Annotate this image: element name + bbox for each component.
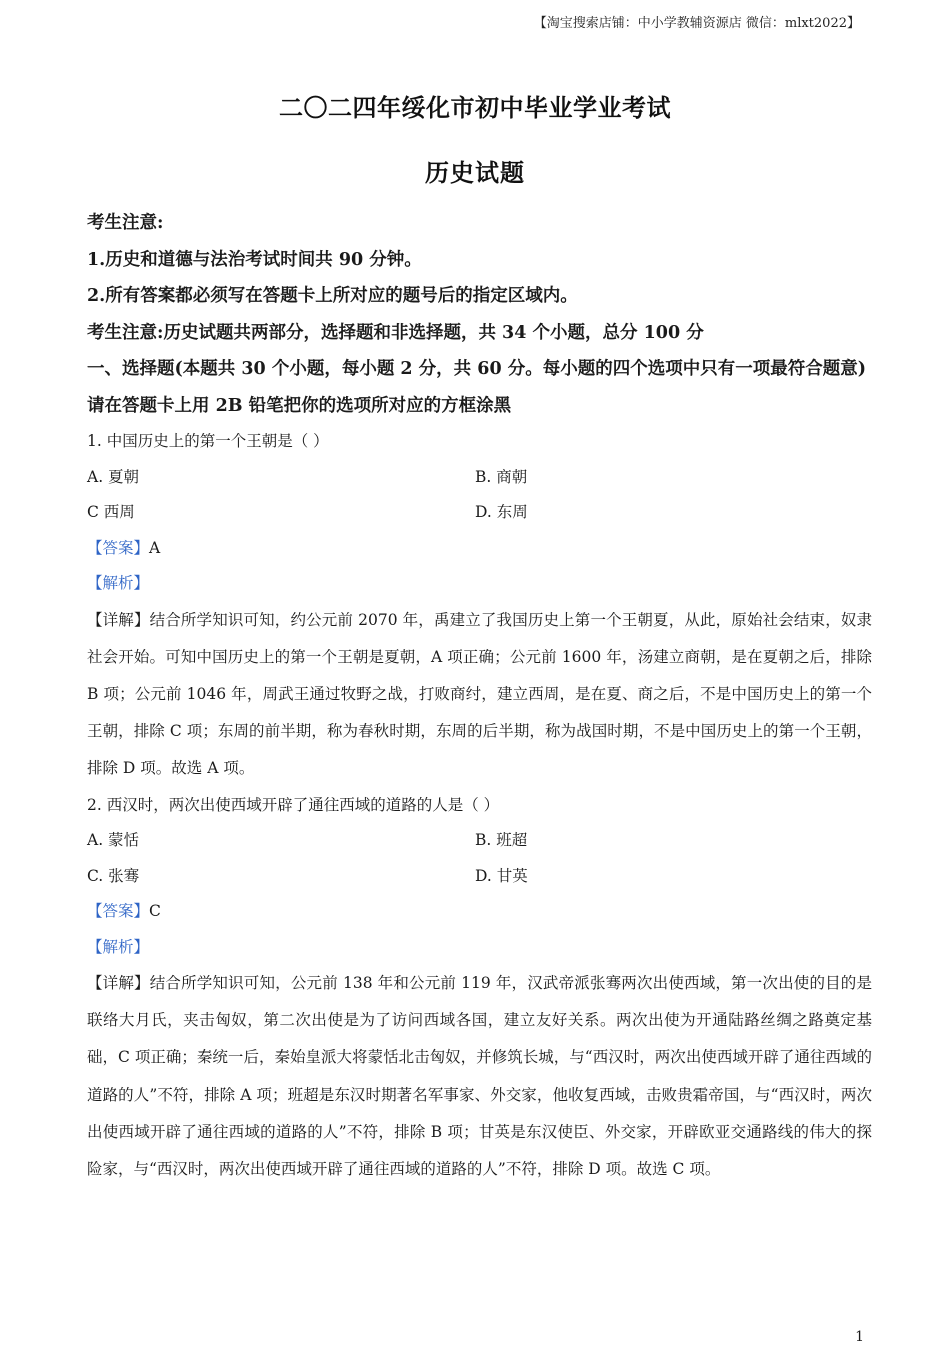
option-row — [87, 495, 872, 531]
answer-value: A — [149, 538, 161, 557]
document-body — [87, 205, 872, 1188]
header-note: 【淘宝搜索店铺：中小学教辅资源店 微信：mlxt2022】 — [533, 16, 860, 31]
section-heading: 一、选择题(本题共 30 个小题，每小题 2 分，共 60 分。每小题的四个选项中只有一项最符合题意)请在答题卡上用 2B 铅笔把你的选项所对应的方框涂黑 — [87, 359, 866, 416]
option-a: A. 夏朝 — [87, 467, 140, 486]
detail-paragraph: 【详解】结合所学知识可知，约公元前 2070 年，禹建立了我国历史上第一个王朝夏，从此，原始社会结束，奴隶社会开始。可知中国历史上的第一个王朝是夏朝，A 项正确；公元前 1600 年，汤建立商朝，是在夏朝之后，排除 B 项；公元前 1046 年，周武王通过牧野之战，打败商纣，建立西周，是在夏、商之后，不是中国历史上的第一个王朝，排除 C 项；东周的前半期，称为春秋时期，东周的后半期，称为战国时期，不是中国历史上的第一个王朝，排除 D 项。故选 A 项。 — [87, 610, 872, 778]
notice-item: 2.所有答案都必须写在答题卡上所对应的题号后的指定区域内。 — [87, 286, 578, 306]
option-d: D. 东周 — [475, 503, 528, 521]
page-number: 1 — [855, 1329, 864, 1345]
option-c: C 西周 — [87, 503, 135, 521]
answer-value: C — [149, 902, 161, 921]
notice-item: 1.历史和道德与法治考试时间共 90 分钟。 — [87, 249, 422, 270]
option-d: D. 甘英 — [475, 866, 528, 885]
option-a: A. 蒙恬 — [87, 831, 140, 850]
answer-tag: 【答案】 — [87, 902, 150, 921]
analysis-tag: 【解析】 — [87, 574, 150, 592]
option-row — [87, 823, 872, 859]
option-c: C. 张骞 — [87, 866, 140, 885]
detail-paragraph: 【详解】结合所学知识可知，公元前 138 年和公元前 119 年，汉武帝派张骞两次出使西域，第一次出使的目的是联络大月氏，夹击匈奴，第二次出使是为了访问西域各国，建立友好关系。两次出使为开通陆路丝绸之路奠定基础，C 项正确；秦统一后，秦始皇派大将蒙恬北击匈奴，并修筑长城，与“西汉时，两次出使西域开辟了通往西域的道路的人”不符，排除 A 项；班超是东汉时期著名军事家、外交家，他收复西域，击败贵霜帝国，与“西汉时，两次出使西域开辟了通往西域的道路的人”不符，排除 B 项；甘英是东汉使臣、外交家，开辟欧亚交通路线的伟大的探险家，与“西汉时，两次出使西域开辟了通往西域的道路的人”不符，排除 D 项。故选 C 项。 — [87, 974, 872, 1179]
answer-line — [87, 531, 872, 567]
question-stem: 2. 西汉时，两次出使西域开辟了通往西域的道路的人是（ ） — [87, 795, 500, 814]
analysis-tag: 【解析】 — [87, 937, 150, 956]
exam-title: 二〇二四年绥化市初中毕业学业考试 — [279, 93, 671, 122]
question-block — [87, 424, 872, 788]
answer-tag: 【答案】 — [87, 538, 150, 557]
question-stem: 1. 中国历史上的第一个王朝是（ ） — [87, 432, 329, 450]
notice-heading: 考生注意: — [87, 213, 164, 233]
answer-line — [87, 894, 872, 930]
notice-item: 考生注意:历史试题共两部分，选择题和非选择题，共 34 个小题，总分 100 分 — [87, 322, 704, 343]
option-row — [87, 859, 872, 895]
option-b: B. 班超 — [475, 831, 528, 850]
question-block — [87, 788, 872, 1189]
exam-subtitle: 历史试题 — [425, 158, 525, 187]
option-b: B. 商朝 — [475, 467, 528, 486]
option-row — [87, 460, 872, 496]
